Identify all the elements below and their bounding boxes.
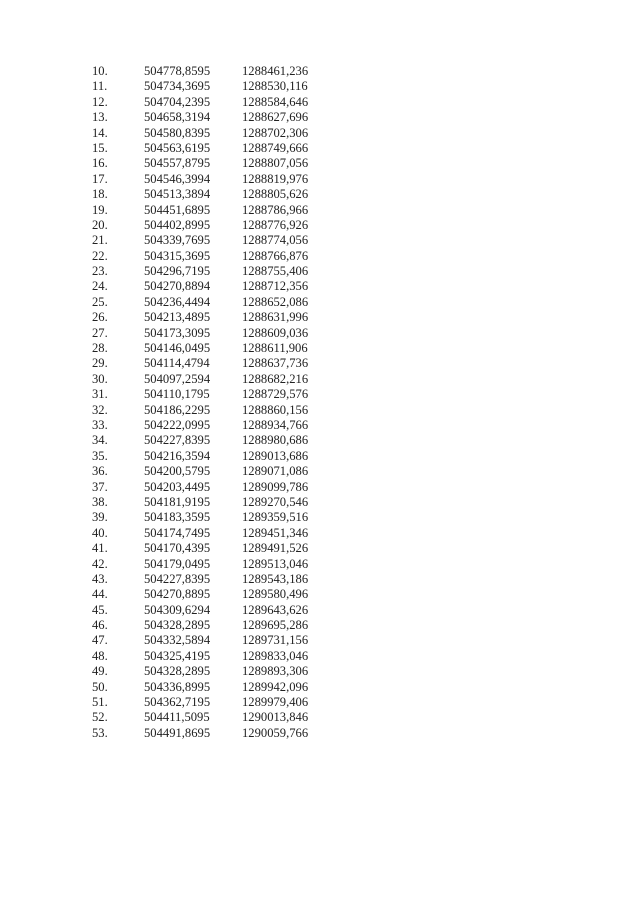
y-coordinate: 1289543,186 [242, 571, 309, 586]
x-coordinate: 504328,2895 [144, 664, 211, 679]
x-coordinate: 504451,6895 [144, 202, 211, 217]
y-coordinate: 1288934,766 [242, 417, 309, 432]
coordinate-row [92, 510, 342, 525]
point-number: 36. [92, 464, 108, 479]
x-coordinate: 504332,5894 [144, 633, 211, 648]
x-coordinate: 504362,7195 [144, 695, 211, 710]
point-number: 38. [92, 494, 108, 509]
y-coordinate: 1288786,966 [242, 202, 309, 217]
y-coordinate: 1289099,786 [242, 479, 309, 494]
x-coordinate: 504734,3695 [144, 79, 211, 94]
point-number: 51. [92, 695, 108, 710]
x-coordinate: 504411,5095 [144, 710, 210, 725]
point-number: 52. [92, 710, 108, 725]
coordinate-row [92, 126, 342, 141]
coordinate-row [92, 726, 342, 741]
point-number: 19. [92, 202, 108, 217]
coordinate-row [92, 464, 342, 479]
y-coordinate: 1289942,096 [242, 679, 309, 694]
point-number: 25. [92, 294, 108, 309]
x-coordinate: 504557,8795 [144, 156, 211, 171]
coordinate-row [92, 203, 342, 218]
point-number: 27. [92, 325, 108, 340]
point-number: 46. [92, 618, 108, 633]
y-coordinate: 1289695,286 [242, 618, 309, 633]
coordinate-row [92, 541, 342, 556]
point-number: 23. [92, 264, 108, 279]
x-coordinate: 504778,8595 [144, 64, 211, 78]
y-coordinate: 1288729,576 [242, 387, 309, 402]
point-number: 11. [92, 79, 108, 94]
y-coordinate: 1289491,526 [242, 541, 309, 556]
coordinate-row [92, 557, 342, 572]
point-number: 35. [92, 448, 108, 463]
x-coordinate: 504580,8395 [144, 125, 211, 140]
point-number: 22. [92, 248, 108, 263]
x-coordinate: 504097,2594 [144, 371, 211, 386]
point-number: 13. [92, 110, 108, 125]
y-coordinate: 1289013,686 [242, 448, 309, 463]
coordinate-row [92, 664, 342, 679]
coordinate-row [92, 618, 342, 633]
point-number: 16. [92, 156, 108, 171]
y-coordinate: 1289451,346 [242, 525, 309, 540]
coordinate-row [92, 95, 342, 110]
point-number: 29. [92, 356, 108, 371]
point-number: 40. [92, 525, 108, 540]
y-coordinate: 1289643,626 [242, 602, 309, 617]
coordinate-row [92, 110, 342, 125]
y-coordinate: 1289359,516 [242, 510, 309, 525]
x-coordinate: 504402,8995 [144, 217, 211, 232]
coordinate-row [92, 156, 342, 171]
x-coordinate: 504236,4494 [144, 294, 211, 309]
x-coordinate: 504181,9195 [144, 494, 211, 509]
point-number: 32. [92, 402, 108, 417]
coordinate-row [92, 633, 342, 648]
x-coordinate: 504203,4495 [144, 479, 211, 494]
y-coordinate: 1289893,306 [242, 664, 309, 679]
point-number: 47. [92, 633, 108, 648]
point-number: 42. [92, 556, 108, 571]
x-coordinate: 504339,7695 [144, 233, 211, 248]
y-coordinate: 1288774,056 [242, 233, 309, 248]
coordinate-row [92, 341, 342, 356]
point-number: 28. [92, 341, 108, 356]
y-coordinate: 1288611,906 [242, 341, 308, 356]
y-coordinate: 1288461,236 [242, 64, 309, 78]
x-coordinate: 504491,8695 [144, 725, 211, 740]
point-number: 24. [92, 279, 108, 294]
x-coordinate: 504309,6294 [144, 602, 211, 617]
point-number: 21. [92, 233, 108, 248]
point-number: 12. [92, 94, 108, 109]
y-coordinate: 1289731,156 [242, 633, 309, 648]
coordinate-row [92, 356, 342, 371]
point-number: 53. [92, 725, 108, 740]
coordinate-row [92, 587, 342, 602]
x-coordinate: 504563,6195 [144, 140, 211, 155]
y-coordinate: 1289979,406 [242, 695, 309, 710]
coordinate-row [92, 418, 342, 433]
x-coordinate: 504325,4195 [144, 648, 211, 663]
x-coordinate: 504513,3894 [144, 187, 211, 202]
coordinate-row [92, 449, 342, 464]
y-coordinate: 1288627,696 [242, 110, 309, 125]
coordinate-row [92, 526, 342, 541]
y-coordinate: 1288819,976 [242, 171, 309, 186]
coordinate-row [92, 64, 342, 79]
point-number: 17. [92, 171, 108, 186]
y-coordinate: 1288805,626 [242, 187, 309, 202]
x-coordinate: 504183,3595 [144, 510, 211, 525]
point-number: 18. [92, 187, 108, 202]
coordinate-row [92, 495, 342, 510]
point-number: 14. [92, 125, 108, 140]
y-coordinate: 1289071,086 [242, 464, 309, 479]
y-coordinate: 1288682,216 [242, 371, 309, 386]
point-number: 30. [92, 371, 108, 386]
coordinate-table [92, 64, 342, 741]
x-coordinate: 504336,8995 [144, 679, 211, 694]
x-coordinate: 504174,7495 [144, 525, 211, 540]
y-coordinate: 1288712,356 [242, 279, 309, 294]
x-coordinate: 504186,2295 [144, 402, 211, 417]
coordinate-row [92, 279, 342, 294]
y-coordinate: 1288637,736 [242, 356, 309, 371]
point-number: 15. [92, 140, 108, 155]
y-coordinate: 1288702,306 [242, 125, 309, 140]
coordinate-row [92, 695, 342, 710]
point-number: 10. [92, 64, 108, 78]
y-coordinate: 1289833,046 [242, 648, 309, 663]
coordinate-row [92, 387, 342, 402]
coordinate-row [92, 187, 342, 202]
coordinate-row [92, 649, 342, 664]
y-coordinate: 1288749,666 [242, 140, 309, 155]
coordinate-row [92, 172, 342, 187]
y-coordinate: 1288755,406 [242, 264, 309, 279]
x-coordinate: 504270,8894 [144, 279, 211, 294]
coordinate-row [92, 433, 342, 448]
coordinate-row [92, 603, 342, 618]
point-number: 48. [92, 648, 108, 663]
coordinate-row [92, 310, 342, 325]
x-coordinate: 504114,4794 [144, 356, 210, 371]
coordinate-row [92, 372, 342, 387]
coordinate-row [92, 295, 342, 310]
point-number: 50. [92, 679, 108, 694]
x-coordinate: 504173,3095 [144, 325, 211, 340]
coordinate-row [92, 141, 342, 156]
y-coordinate: 1288776,926 [242, 217, 309, 232]
x-coordinate: 504315,3695 [144, 248, 211, 263]
x-coordinate: 504146,0495 [144, 341, 211, 356]
point-number: 20. [92, 217, 108, 232]
coordinate-row [92, 480, 342, 495]
x-coordinate: 504179,0495 [144, 556, 211, 571]
x-coordinate: 504222,0995 [144, 417, 211, 432]
x-coordinate: 504227,8395 [144, 433, 211, 448]
y-coordinate: 1288631,996 [242, 310, 309, 325]
x-coordinate: 504200,5795 [144, 464, 211, 479]
x-coordinate: 504658,3194 [144, 110, 211, 125]
coordinate-row [92, 403, 342, 418]
x-coordinate: 504213,4895 [144, 310, 211, 325]
x-coordinate: 504216,3594 [144, 448, 211, 463]
coordinate-row [92, 218, 342, 233]
point-number: 41. [92, 541, 108, 556]
y-coordinate: 1288652,086 [242, 294, 309, 309]
coordinate-row [92, 572, 342, 587]
point-number: 39. [92, 510, 108, 525]
point-number: 43. [92, 571, 108, 586]
x-coordinate: 504270,8895 [144, 587, 211, 602]
x-coordinate: 504296,7195 [144, 264, 211, 279]
y-coordinate: 1288530,116 [242, 79, 308, 94]
point-number: 49. [92, 664, 108, 679]
y-coordinate: 1290013,846 [242, 710, 309, 725]
y-coordinate: 1289270,546 [242, 494, 309, 509]
point-number: 33. [92, 417, 108, 432]
x-coordinate: 504546,3994 [144, 171, 211, 186]
y-coordinate: 1288584,646 [242, 94, 309, 109]
coordinate-row [92, 326, 342, 341]
x-coordinate: 504704,2395 [144, 94, 211, 109]
x-coordinate: 504227,8395 [144, 571, 211, 586]
coordinate-row [92, 710, 342, 725]
y-coordinate: 1288766,876 [242, 248, 309, 263]
x-coordinate: 504170,4395 [144, 541, 211, 556]
y-coordinate: 1289580,496 [242, 587, 309, 602]
y-coordinate: 1290059,766 [242, 725, 309, 740]
coordinate-row [92, 79, 342, 94]
x-coordinate: 504328,2895 [144, 618, 211, 633]
y-coordinate: 1288980,686 [242, 433, 309, 448]
point-number: 45. [92, 602, 108, 617]
y-coordinate: 1288807,056 [242, 156, 309, 171]
coordinate-row [92, 264, 342, 279]
x-coordinate: 504110,1795 [144, 387, 210, 402]
coordinate-row [92, 249, 342, 264]
y-coordinate: 1288609,036 [242, 325, 309, 340]
y-coordinate: 1289513,046 [242, 556, 309, 571]
coordinate-row [92, 680, 342, 695]
coordinate-row [92, 233, 342, 248]
y-coordinate: 1288860,156 [242, 402, 309, 417]
point-number: 26. [92, 310, 108, 325]
point-number: 37. [92, 479, 108, 494]
point-number: 31. [92, 387, 108, 402]
point-number: 44. [92, 587, 108, 602]
point-number: 34. [92, 433, 108, 448]
